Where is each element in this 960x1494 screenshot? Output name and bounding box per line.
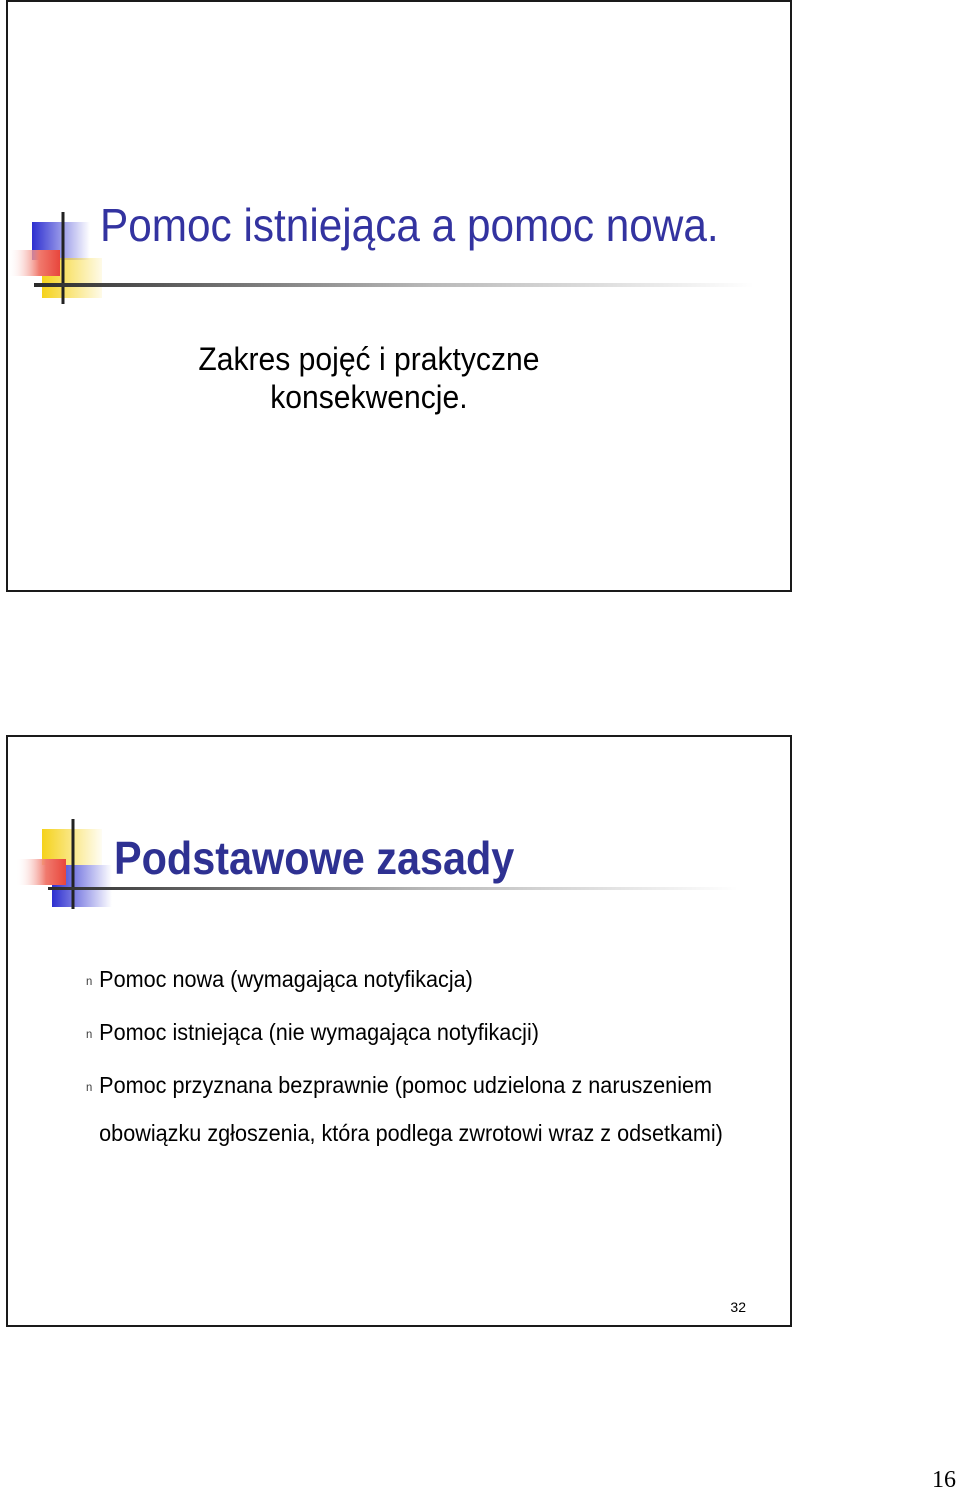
slide-page-number: 32	[730, 1299, 746, 1315]
title-underline	[48, 887, 738, 890]
slide-2	[6, 735, 792, 1327]
slide-subtitle	[31, 340, 766, 416]
list-item	[86, 1061, 757, 1157]
slide-title: Pomoc istniejąca a pomoc nowa.	[100, 199, 719, 251]
subtitle-line: konsekwencje.	[270, 379, 468, 415]
slide-logo-icon	[16, 819, 116, 919]
slide-logo-icon	[8, 210, 108, 310]
subtitle-line: Zakres pojęć i praktyczne	[198, 341, 540, 377]
bullet-text: Pomoc nowa (wymagająca notyfikacja)	[99, 966, 473, 992]
list-item	[86, 955, 725, 1003]
bullet-marker: n	[86, 974, 93, 988]
title-underline	[34, 283, 754, 287]
sheet-page-number: 16	[932, 1467, 956, 1493]
list-item	[86, 1008, 725, 1056]
bullet-list	[86, 955, 766, 1162]
slide-title: Podstawowe zasady	[114, 832, 515, 884]
bullet-marker: n	[86, 1027, 93, 1041]
bullet-text: Pomoc przyznana bezprawnie (pomoc udzielona z naruszeniem obowiązku zgłoszenia, która podlega zwrotowi wraz z odsetkami)	[99, 1072, 723, 1146]
bullet-marker: n	[86, 1080, 93, 1094]
bullet-text: Pomoc istniejąca (nie wymagająca notyfikacji)	[99, 1019, 539, 1045]
slide-1	[6, 0, 792, 592]
